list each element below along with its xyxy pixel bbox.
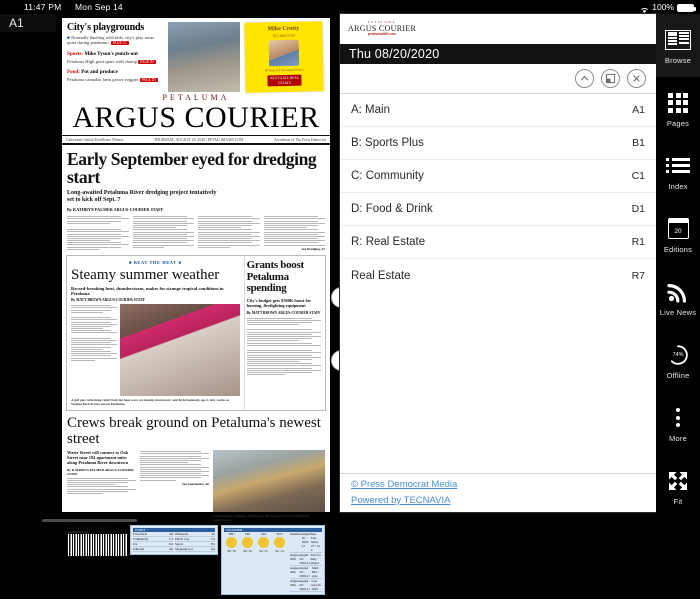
- index-item: Community C1: [133, 537, 173, 541]
- browse-icon: [665, 26, 691, 53]
- calendar-icon: [668, 215, 689, 242]
- index-item: Eat D1: [133, 542, 173, 546]
- rail-label: Editions: [663, 245, 693, 254]
- section-row-main[interactable]: [340, 94, 656, 127]
- page-bottom-bar: [62, 522, 330, 599]
- street-jump: See Apartments, A6: [182, 481, 209, 486]
- index-item: Public Cop C2: [175, 537, 215, 541]
- rail-item-editions[interactable]: [656, 203, 700, 266]
- skybox-advertisement[interactable]: [244, 21, 323, 93]
- subscribe-row: August 20th August 20 / 2020-21 Last used in 2020: [290, 579, 321, 591]
- skybox-summary: ■ Normally bustling with kids, city's play areas quiet during pandemic. PAGE C1: [67, 35, 155, 46]
- section-page: R1: [631, 236, 645, 248]
- section-row-real-estate[interactable]: [340, 226, 656, 259]
- skybox: [62, 18, 330, 92]
- section-list: [340, 94, 656, 292]
- subscribe-row: August 20th August 20 / 2020-21 Year for daily subject: [290, 553, 321, 565]
- browse-panel: [340, 14, 656, 512]
- skybox-promo-food: Food: Pot and produce: [67, 69, 118, 76]
- street-body: [67, 450, 325, 522]
- section-page: A1: [632, 104, 645, 116]
- lead-deck: Long-awaited Petaluma River dredging project tentatively set to kick off Sept. 7: [67, 190, 217, 203]
- page-tab[interactable]: A1: [0, 14, 56, 32]
- rail-label: Pages: [666, 119, 690, 128]
- street-deck: Water Street will connect to Oak Street near 184 apartment units along Petaluma River downtown: [67, 450, 129, 466]
- masthead-title: ARGUS COURIER: [72, 101, 320, 134]
- lead-headline: Early September eyed for dredging start: [67, 149, 317, 187]
- thumbnail-view-button[interactable]: [601, 69, 620, 88]
- thumbnail-icon: [605, 73, 616, 84]
- masthead-right-tag: An edition of The Press Democrat: [274, 137, 326, 142]
- section-row-real-estate-r7[interactable]: [340, 259, 656, 292]
- skybox-photo: [168, 22, 240, 92]
- forecast-day: FRI 86 / 56: [243, 532, 252, 553]
- section-label: D: Food & Drink: [351, 203, 433, 215]
- weather-kicker: ■ BEAT THE HEAT ■: [128, 260, 182, 265]
- weather-subscribe-box: [221, 525, 325, 595]
- masthead-kicker: PETALUMA: [162, 93, 230, 102]
- edition-date: Thu 08/20/2020: [340, 44, 656, 64]
- section-label: B: Sports Plus: [351, 137, 424, 149]
- grants-headline: Grants boost Petaluma spending: [246, 259, 304, 294]
- lead-col-1: [67, 215, 129, 251]
- rail-label: Index: [668, 182, 688, 191]
- weather-headline: Steamy summer weather: [71, 267, 220, 283]
- rail-label: Fit: [673, 497, 683, 506]
- section-label: R: Real Estate: [351, 236, 426, 248]
- status-date: Mon Sep 14: [75, 2, 123, 12]
- panel-logo-name: ARGUS COURIER: [348, 23, 417, 33]
- section-label: A: Main: [351, 104, 390, 116]
- index-box: [130, 525, 218, 555]
- street-byline: By KATHRYN PALMER ARGUS-COURIER STAFF: [67, 467, 134, 476]
- tool-rail: [656, 14, 700, 525]
- lead-story[interactable]: [62, 145, 330, 251]
- lead-col-4: [264, 215, 326, 251]
- pages-grid-icon: [668, 89, 688, 116]
- more-dots-icon: [676, 404, 680, 431]
- rail-item-live-news[interactable]: [656, 266, 700, 329]
- ad-tagline: 30 Years of Professional Service: [264, 67, 304, 73]
- street-headline: Crews break ground on Petaluma's newest street: [67, 415, 321, 447]
- forecast-day: SAT 84 / 55: [259, 532, 268, 553]
- forecast-day: THU 88 / 58: [227, 532, 236, 553]
- status-right-group: [640, 0, 694, 14]
- weather-story: [67, 256, 244, 410]
- street-col-2: [140, 450, 209, 522]
- weather-text-col: [71, 304, 117, 396]
- section-page: B1: [632, 137, 645, 149]
- subscribe-row: Satellites August 20 / 2020-21 Sun, Tue, Sales: 25 / 10 a.: [290, 532, 322, 553]
- weather-photo: [120, 304, 240, 396]
- section-page: R7: [631, 269, 645, 282]
- street-col-1: [67, 450, 136, 522]
- wifi-icon: [640, 4, 649, 12]
- collapse-button[interactable]: [575, 69, 594, 88]
- skybox-promo-food-text: Petaluma cannabis farm grows veggies PAGE D1: [67, 77, 157, 83]
- street-cutline: Construction continues Monday on the location of the North River Apartments.: [213, 514, 310, 522]
- grants-story[interactable]: [244, 256, 325, 410]
- panel-controls: [340, 64, 656, 94]
- offline-progress-icon: [667, 341, 689, 368]
- index-item: Obituaries A6: [175, 532, 215, 536]
- skybox-promo-sports: Sports: Mike Tyson's punch-out: [67, 50, 138, 57]
- panel-logo-url: petaluma360.com: [367, 31, 397, 36]
- masthead-center-tag: THURSDAY, AUGUST 20, 2020 | PETALUMA360.COM: [153, 137, 244, 142]
- weather-box-title: WEATHER: [224, 528, 322, 532]
- powered-by-link[interactable]: Powered by TECNAVIA: [351, 495, 451, 506]
- close-icon: [631, 73, 642, 84]
- section-row-community[interactable]: [340, 160, 656, 193]
- status-time: 11:47 PM: [24, 2, 62, 12]
- rail-label: Live News: [659, 308, 697, 317]
- section-page: D1: [631, 203, 645, 215]
- rail-item-fit[interactable]: [656, 455, 700, 518]
- grants-text: [247, 318, 321, 376]
- rail-label: Browse: [664, 56, 692, 65]
- rail-item-browse[interactable]: [656, 14, 700, 77]
- weather-body: [71, 304, 240, 396]
- rss-icon: [667, 278, 689, 305]
- lead-col-3: [198, 215, 260, 251]
- copyright-link[interactable]: © Press Democrat Media: [351, 479, 458, 490]
- offline-progress-label: 74%: [672, 351, 684, 358]
- home-indicator[interactable]: [42, 519, 137, 522]
- masthead-left-tag: California Central Excellence Winner: [66, 137, 124, 142]
- weather-package[interactable]: [66, 255, 326, 411]
- masthead-bar: [62, 135, 330, 145]
- close-button[interactable]: [627, 69, 646, 88]
- newspaper-page[interactable]: [62, 18, 330, 591]
- battery-icon: [677, 4, 694, 12]
- panel-logo-kicker: PETALUMA: [368, 20, 396, 24]
- street-photo-wrap: [213, 450, 325, 522]
- section-row-food-drink[interactable]: [340, 193, 656, 226]
- bottom-nameplate-sub: petaluma360.com: [67, 530, 89, 534]
- lead-columns: [67, 215, 325, 251]
- skybox-headline: City's playgrounds: [67, 22, 145, 33]
- lead-jump: See Dredging, A7: [301, 246, 325, 251]
- rail-item-pages[interactable]: [656, 77, 700, 140]
- street-photo: [213, 450, 325, 512]
- rail-label: Offline: [666, 371, 690, 380]
- calendar-day-badge: 20: [674, 227, 682, 235]
- section-page: C1: [631, 170, 645, 182]
- skybox-promos: [67, 22, 163, 92]
- ad-brand-logo: WESTGATE REAL ESTATE: [267, 75, 301, 87]
- rail-item-offline[interactable]: [656, 329, 700, 392]
- panel-logo: [340, 14, 656, 44]
- grants-byline: By MATT BROWN ARGUS-COURIER STAFF: [246, 310, 321, 315]
- skybox-promo-sports-text: Petaluma High grad spars with champ PAGE B1: [67, 58, 155, 64]
- ad-phone: 707-849-5745: [272, 32, 295, 39]
- weather-cutline: A girl gets refreshing relief from the heat wave on Sunday downtown; and Kyla Kennedy, age 2, left, works at Walnut Park in Downtown Petaluma.: [71, 398, 229, 406]
- ad-agent-photo: [269, 40, 300, 67]
- nameplate-block: [67, 525, 127, 556]
- lead-col-2: [133, 215, 195, 251]
- weather-byline: By MATT BROWN ARGUS-COURIER STAFF: [71, 298, 145, 302]
- subscribe-row: August 20th August 20 / 2020-21 Mail: $82 / year: [290, 566, 322, 579]
- rail-item-more[interactable]: [656, 392, 700, 455]
- status-bar: [0, 0, 700, 14]
- index-item: Sports B1: [175, 542, 215, 546]
- grants-deck: City's budget gets $300K boost for housing, firefighting equipment: [246, 297, 312, 308]
- bottom-nameplate: Petaluma Argus-Courier: [67, 525, 110, 530]
- section-row-sports-plus[interactable]: [340, 127, 656, 160]
- forecast-day: SUN 82 / 54: [275, 532, 284, 553]
- battery-percent: 100%: [652, 2, 674, 12]
- ad-agent-name: Mike Crotty: [267, 25, 300, 33]
- fit-screen-icon: [666, 467, 690, 494]
- lead-byline: By KATHRYN PALMER ARGUS-COURIER STAFF: [67, 207, 164, 212]
- section-label: C: Community: [351, 170, 424, 182]
- rail-label: More: [669, 434, 687, 443]
- index-item: Classifieds A8: [133, 532, 173, 536]
- index-item: Shopping Gal D2: [175, 547, 215, 551]
- index-list-icon: [666, 152, 690, 179]
- street-story[interactable]: [62, 411, 330, 522]
- panel-footer: [340, 473, 656, 512]
- chevron-up-icon: [579, 73, 590, 84]
- barcode: [67, 534, 127, 556]
- weather-deck: Record-breaking heat, thunderstorm, makes for strange tropical conditions in Petaluma: [71, 286, 224, 296]
- rail-item-index[interactable]: [656, 140, 700, 203]
- index-box-title: INDEX: [133, 528, 215, 532]
- index-item: Editorial A9: [133, 547, 173, 551]
- section-label: Real Estate: [351, 269, 411, 282]
